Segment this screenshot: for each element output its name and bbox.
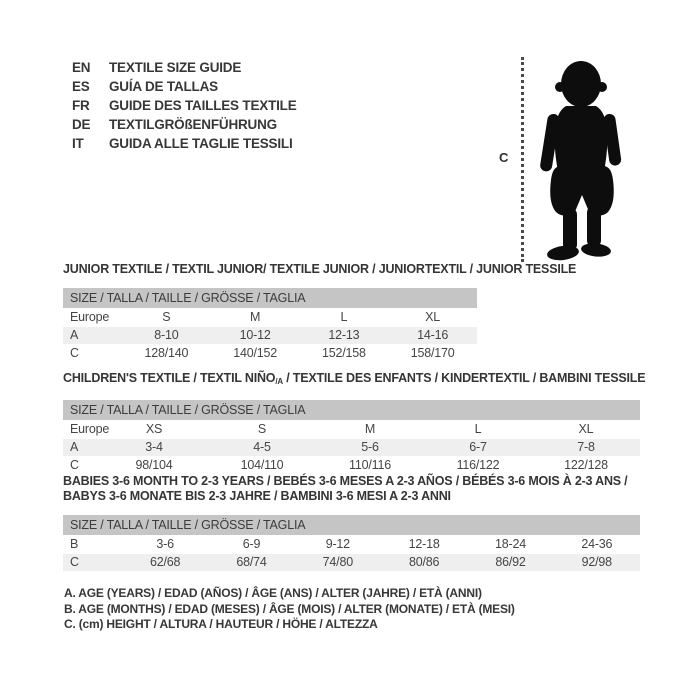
row-label: Europe	[70, 422, 110, 436]
children-size-table	[63, 371, 646, 474]
language-row	[72, 115, 297, 134]
title-text: BABYS 3-6 MONATE BIS 2-3 JAHRE / BAMBINI 3-6 MESI A 2-3 ANNI	[63, 489, 451, 503]
table-title	[63, 371, 646, 389]
size-cell: 3-6	[156, 537, 174, 551]
language-code: FR	[72, 98, 90, 113]
row-label: A	[70, 440, 79, 454]
size-cell: 24-36	[581, 537, 613, 551]
row-label: C	[70, 458, 79, 472]
size-cell: 140/152	[233, 346, 278, 360]
size-header-bar: SIZE / TALLA / TAILLE / GRÖSSE / TAGLIA	[63, 400, 640, 420]
table-row-b	[63, 536, 640, 553]
title-text: CHILDREN'S TEXTILE / TEXTIL NIÑO	[63, 371, 276, 385]
size-cell: 8-10	[154, 328, 179, 342]
size-cell: 10-12	[239, 328, 271, 342]
size-cell: S	[162, 310, 171, 324]
measurement-legend	[64, 586, 515, 633]
title-text: / TEXTILE DES ENFANTS / KINDERTEXTIL / BAMBINI TESSILE	[282, 371, 646, 385]
baby-silhouette-icon	[532, 54, 632, 266]
size-cell: 68/74	[236, 555, 267, 569]
size-cell: XS	[145, 422, 163, 436]
language-row	[72, 77, 297, 96]
size-cell: 5-6	[361, 440, 379, 454]
size-cell: 152/158	[321, 346, 366, 360]
size-cell: XL	[578, 422, 594, 436]
legend-line: A. AGE (YEARS) / EDAD (AÑOS) / ÂGE (ANS) / ALTER (JAHRE) / ETÀ (ANNI)	[64, 586, 482, 600]
junior-size-table	[63, 262, 577, 362]
row-label: Europe	[70, 310, 110, 324]
size-cell: L	[340, 310, 348, 324]
table-title	[63, 489, 640, 504]
row-label: B	[70, 537, 79, 551]
size-cell: 18-24	[494, 537, 526, 551]
size-cell: 12-13	[328, 328, 360, 342]
size-cell: 158/170	[410, 346, 455, 360]
table-title	[63, 474, 640, 489]
size-cell: 104/110	[240, 458, 284, 472]
language-code: IT	[72, 136, 84, 151]
size-header-bar: SIZE / TALLA / TAILLE / GRÖSSE / TAGLIA	[63, 515, 640, 535]
size-cell: 3-4	[145, 440, 163, 454]
size-cell: 98/104	[135, 458, 173, 472]
row-label: C	[70, 555, 79, 569]
title-text: BABIES 3-6 MONTH TO 2-3 YEARS / BEBÉS 3-6 MESES A 2-3 AÑOS / BÉBÉS 3-6 MOIS À 2-3 ANS /	[63, 474, 628, 488]
guide-title-label: TEXTILGRÖßENFÜHRUNG	[109, 117, 277, 132]
size-cell: M	[364, 422, 376, 436]
guide-title-label: TEXTILE SIZE GUIDE	[109, 60, 242, 75]
size-cell: 92/98	[581, 555, 612, 569]
size-cell: L	[474, 422, 482, 436]
height-measure-line	[521, 57, 524, 262]
language-code: ES	[72, 79, 90, 94]
row-label: A	[70, 328, 79, 342]
language-code: EN	[72, 60, 91, 75]
size-cell: 62/68	[150, 555, 181, 569]
language-title-list	[72, 58, 297, 153]
table-row-c	[63, 457, 640, 474]
size-cell: 6-9	[242, 537, 261, 551]
size-cell: 9-12	[325, 537, 350, 551]
size-cell: 128/140	[144, 346, 189, 360]
size-header-bar: SIZE / TALLA / TAILLE / GRÖSSE / TAGLIA	[63, 288, 477, 308]
size-cell: 14-16	[417, 328, 449, 342]
size-cell: 122/128	[564, 458, 608, 472]
table-row-c	[63, 554, 640, 571]
language-row	[72, 134, 297, 153]
size-cell: 6-7	[469, 440, 487, 454]
size-cell: 74/80	[322, 555, 353, 569]
table-row-c	[63, 345, 477, 362]
guide-title-label: GUIDA ALLE TAGLIE TESSILI	[109, 136, 293, 151]
guide-title-label: GUIDE DES TAILLES TEXTILE	[109, 98, 297, 113]
size-cell: 12-18	[408, 537, 440, 551]
size-cell: 110/116	[349, 458, 391, 472]
size-cell: XL	[425, 310, 441, 324]
legend-line: C. (cm) HEIGHT / ALTURA / HAUTEUR / HÖHE / ALTEZZA	[64, 617, 378, 631]
row-label: C	[70, 346, 79, 360]
table-title	[63, 262, 577, 277]
language-row	[72, 96, 297, 115]
title-text: JUNIOR TEXTILE / TEXTIL JUNIOR/ TEXTILE JUNIOR / JUNIORTEXTIL / JUNIOR TESSILE	[63, 262, 577, 276]
guide-title-label: GUÍA DE TALLAS	[109, 79, 218, 94]
size-cell: 116/122	[456, 458, 500, 472]
table-row-europe	[63, 421, 640, 438]
height-measure-label: C	[499, 150, 509, 165]
babies-size-table	[63, 474, 640, 571]
size-cell: 80/86	[409, 555, 440, 569]
size-cell: M	[250, 310, 261, 324]
size-cell: 86/92	[495, 555, 526, 569]
size-cell: 4-5	[253, 440, 271, 454]
table-row-a	[63, 327, 477, 344]
table-row-europe	[63, 309, 477, 326]
legend-line: B. AGE (MONTHS) / EDAD (MESES) / ÂGE (MOIS) / ALTER (MONATE) / ETÀ (MESI)	[64, 601, 515, 616]
size-cell: S	[257, 422, 267, 436]
language-code: DE	[72, 117, 91, 132]
language-row	[72, 58, 297, 77]
title-subscript: /A	[275, 377, 283, 386]
table-row-a	[63, 439, 640, 456]
size-cell: 7-8	[577, 440, 595, 454]
